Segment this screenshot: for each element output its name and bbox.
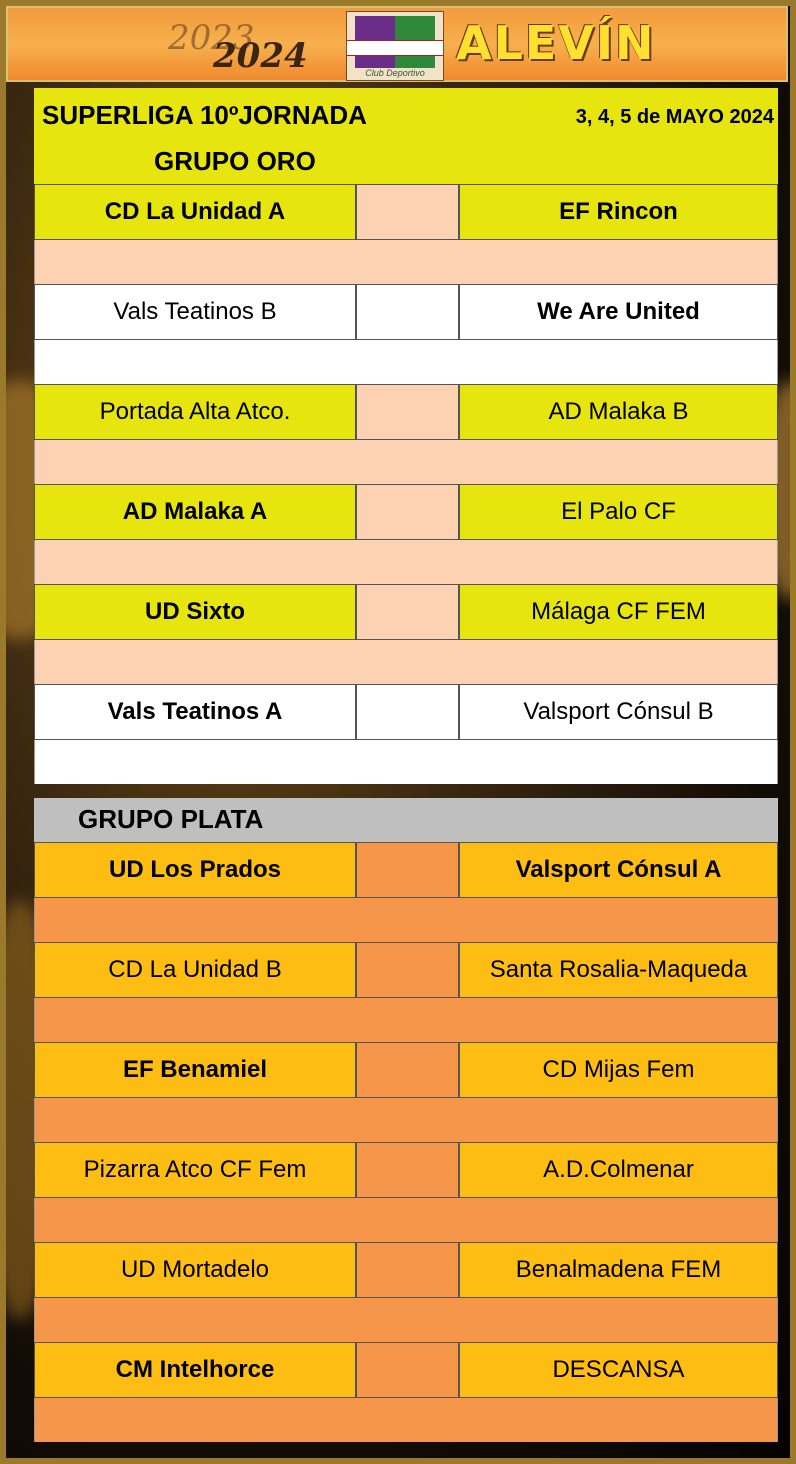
logo-text: Club Deportivo [365, 68, 425, 78]
home-team: UD Sixto [34, 584, 356, 640]
spacer-row [34, 640, 778, 684]
away-team: A.D.Colmenar [459, 1142, 778, 1198]
away-team: AD Malaka B [459, 384, 778, 440]
match-row [34, 942, 778, 998]
match-row [34, 1142, 778, 1198]
jornada-title: SUPERLIGA 10ºJORNADA [42, 100, 367, 130]
spacer-row [34, 1298, 778, 1342]
spacer-row [34, 1398, 778, 1442]
away-team: EF Rincon [459, 184, 778, 240]
home-team: Vals Teatinos A [34, 684, 356, 740]
away-team: Santa Rosalia-Maqueda [459, 942, 778, 998]
home-team: UD Los Prados [34, 842, 356, 898]
score-cell[interactable] [356, 184, 459, 240]
group-oro-title: GRUPO ORO [154, 146, 316, 176]
match-row [34, 184, 778, 240]
score-cell[interactable] [356, 1042, 459, 1098]
spacer-row [34, 998, 778, 1042]
spacer-row [34, 440, 778, 484]
away-team: El Palo CF [459, 484, 778, 540]
score-cell[interactable] [356, 284, 459, 340]
spacer-row [34, 1098, 778, 1142]
spacer-row [34, 1198, 778, 1242]
match-date: 3, 4, 5 de MAYO 2024 [575, 106, 774, 128]
spacer-row [34, 540, 778, 584]
away-team: Málaga CF FEM [459, 584, 778, 640]
match-row [34, 584, 778, 640]
banner-year-back: 2023 [168, 18, 255, 58]
match-row [34, 1242, 778, 1298]
away-team: Valsport Cónsul A [459, 842, 778, 898]
oro-header [34, 88, 778, 184]
match-row [34, 684, 778, 740]
score-cell[interactable] [356, 1142, 459, 1198]
match-row [34, 484, 778, 540]
score-cell[interactable] [356, 484, 459, 540]
score-cell[interactable] [356, 384, 459, 440]
match-row [34, 842, 778, 898]
home-team: CM Intelhorce [34, 1342, 356, 1398]
club-logo [346, 11, 444, 81]
home-team: Vals Teatinos B [34, 284, 356, 340]
away-team: DESCANSA [459, 1342, 778, 1398]
spacer-row [34, 240, 778, 284]
match-row [34, 1042, 778, 1098]
plata-header [34, 798, 778, 842]
match-row [34, 1342, 778, 1398]
spacer-row [34, 340, 778, 384]
match-row [34, 284, 778, 340]
score-cell[interactable] [356, 684, 459, 740]
group-plata-title: GRUPO PLATA [78, 804, 264, 834]
home-team: Pizarra Atco CF Fem [34, 1142, 356, 1198]
banner [6, 6, 788, 82]
home-team: UD Mortadelo [34, 1242, 356, 1298]
banner-title: ALEVÍN [456, 16, 656, 70]
home-team: CD La Unidad B [34, 942, 356, 998]
home-team: EF Benamiel [34, 1042, 356, 1098]
match-row [34, 384, 778, 440]
score-cell[interactable] [356, 1242, 459, 1298]
away-team: CD Mijas Fem [459, 1042, 778, 1098]
score-cell[interactable] [356, 584, 459, 640]
away-team: We Are United [459, 284, 778, 340]
banner-year-front: 2024 [213, 36, 308, 76]
logo-ribbon [347, 40, 443, 56]
score-cell[interactable] [356, 1342, 459, 1398]
spacer-row [34, 898, 778, 942]
score-cell[interactable] [356, 842, 459, 898]
spacer-row [34, 740, 778, 784]
score-cell[interactable] [356, 942, 459, 998]
away-team: Valsport Cónsul B [459, 684, 778, 740]
home-team: CD La Unidad A [34, 184, 356, 240]
home-team: AD Malaka A [34, 484, 356, 540]
away-team: Benalmadena FEM [459, 1242, 778, 1298]
home-team: Portada Alta Atco. [34, 384, 356, 440]
